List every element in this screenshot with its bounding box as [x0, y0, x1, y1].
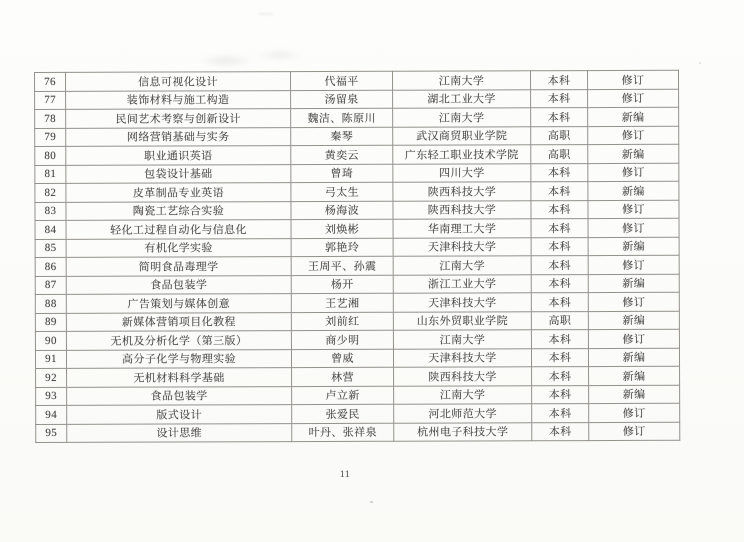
cell-level: 高职: [531, 145, 588, 164]
cell-book-title: 有机化学实验: [66, 238, 291, 257]
cell-university: 河北师范大学: [394, 404, 532, 423]
cell-edition: 新编: [588, 348, 679, 367]
cell-university: 山东外贸职业学院: [393, 311, 531, 330]
cell-row-number: 94: [36, 405, 67, 424]
cell-book-title: 包袋设计基础: [66, 164, 291, 183]
cell-university: 江南大学: [393, 108, 531, 127]
cell-row-number: 91: [35, 350, 66, 369]
cell-university: 陕西科技大学: [393, 200, 531, 219]
cell-level: 本科: [531, 219, 588, 238]
table-row: [36, 403, 680, 424]
cell-row-number: 92: [36, 368, 67, 387]
scan-speck: [370, 501, 373, 503]
cell-level: 高职: [531, 311, 588, 330]
cell-author: 卢立新: [292, 386, 394, 405]
cell-book-title: 陶瓷工艺综合实验: [66, 201, 291, 220]
table-row: [35, 255, 679, 276]
cell-university: 华南理工大学: [393, 219, 531, 238]
cell-university: 广东轻工职业技术学院: [393, 145, 531, 164]
cell-level: 本科: [530, 71, 587, 90]
cell-level: 本科: [532, 404, 589, 423]
cell-level: 本科: [531, 108, 588, 127]
cell-level: 本科: [531, 200, 588, 219]
cell-edition: 修订: [588, 218, 679, 237]
cell-book-title: 高分子化学与物理实验: [66, 349, 291, 368]
cell-row-number: 80: [35, 146, 66, 165]
cell-author: 王周平、孙震: [291, 256, 393, 275]
cell-edition: 新编: [588, 181, 679, 200]
cell-row-number: 95: [36, 424, 67, 443]
cell-edition: 修订: [588, 255, 679, 274]
cell-university: 武汉商贸职业学院: [393, 126, 531, 145]
cell-book-title: 无机及分析化学（第三版）: [66, 331, 291, 350]
cell-book-title: 食品包装学: [66, 275, 291, 294]
cell-edition: 修订: [589, 422, 680, 441]
table-row: [35, 70, 679, 91]
cell-author: 曾琦: [291, 164, 393, 183]
cell-row-number: 87: [35, 276, 66, 295]
cell-row-number: 89: [35, 313, 66, 332]
cell-edition: 修订: [587, 70, 678, 89]
cell-level: 本科: [531, 89, 588, 108]
cell-row-number: 86: [35, 257, 66, 276]
table-row: [35, 329, 679, 350]
page-number: 11: [339, 470, 351, 480]
cell-author: 刘焕彬: [291, 219, 393, 238]
cell-level: 本科: [531, 237, 588, 256]
cell-row-number: 76: [35, 72, 66, 91]
cell-book-title: 信息可视化设计: [66, 72, 291, 91]
cell-book-title: 简明食品毒理学: [66, 257, 291, 276]
textbook-table-container: [34, 70, 680, 443]
cell-row-number: 84: [35, 220, 66, 239]
cell-level: 本科: [532, 385, 589, 404]
cell-book-title: 无机材料科学基础: [67, 368, 292, 387]
table-row: [35, 181, 679, 202]
cell-author: 汤留泉: [291, 90, 393, 109]
cell-edition: 新编: [588, 144, 679, 163]
scan-speck: [259, 13, 273, 15]
cell-author: 魏洁、陈原川: [291, 108, 393, 127]
cell-author: 郭艳玲: [291, 238, 393, 257]
cell-edition: 修订: [588, 200, 679, 219]
table-row: [35, 218, 679, 239]
cell-university: 陕西科技大学: [394, 367, 532, 386]
cell-edition: 新编: [589, 385, 680, 404]
table-row: [35, 144, 679, 165]
table-row: [35, 311, 679, 332]
cell-edition: 修订: [588, 292, 679, 311]
cell-university: 江南大学: [394, 385, 532, 404]
cell-university: 浙江工业大学: [393, 274, 531, 293]
cell-edition: 新编: [588, 107, 679, 126]
cell-row-number: 88: [35, 294, 66, 313]
cell-level: 本科: [531, 274, 588, 293]
cell-author: 张爱民: [292, 404, 394, 423]
table-row: [35, 200, 679, 221]
cell-book-title: 广告策划与媒体创意: [66, 294, 291, 313]
cell-row-number: 85: [35, 239, 66, 258]
table-row: [35, 237, 679, 258]
scan-speck: [699, 62, 701, 64]
cell-book-title: 职业通识英语: [66, 146, 291, 165]
textbook-table: [34, 70, 680, 443]
cell-edition: 修订: [588, 329, 679, 348]
cell-book-title: 民间艺术考察与创新设计: [66, 109, 291, 128]
cell-book-title: 网络营销基础与实务: [66, 127, 291, 146]
cell-book-title: 皮革制品专业英语: [66, 183, 291, 202]
cell-row-number: 78: [35, 109, 66, 128]
cell-author: 弓太生: [291, 182, 393, 201]
cell-level: 本科: [531, 163, 588, 182]
cell-edition: 新编: [588, 274, 679, 293]
cell-edition: 修订: [588, 126, 679, 145]
cell-university: 天津科技大学: [393, 293, 531, 312]
cell-level: 本科: [531, 182, 588, 201]
cell-book-title: 版式设计: [67, 405, 292, 424]
table-row: [36, 422, 680, 443]
cell-row-number: 93: [36, 387, 67, 406]
cell-author: 杨海波: [291, 201, 393, 220]
cell-university: 天津科技大学: [393, 237, 531, 256]
table-row: [35, 163, 679, 184]
table-row: [35, 292, 679, 313]
cell-level: 本科: [531, 330, 588, 349]
cell-row-number: 82: [35, 183, 66, 202]
cell-university: 江南大学: [393, 330, 531, 349]
cell-level: 本科: [531, 293, 588, 312]
table-row: [35, 89, 679, 110]
table-row: [35, 274, 679, 295]
cell-university: 天津科技大学: [393, 348, 531, 367]
cell-university: 陕西科技大学: [393, 182, 531, 201]
cell-author: 叶丹、张祥泉: [292, 423, 394, 442]
cell-university: 江南大学: [393, 256, 531, 275]
cell-author: 黄奕云: [291, 145, 393, 164]
cell-edition: 新编: [589, 366, 680, 385]
cell-row-number: 90: [35, 331, 66, 350]
table-row: [36, 366, 680, 387]
cell-university: 湖北工业大学: [393, 89, 531, 108]
cell-author: 刘前红: [291, 312, 393, 331]
cell-edition: 修订: [588, 163, 679, 182]
cell-university: 江南大学: [392, 71, 530, 90]
cell-author: 代福平: [291, 71, 393, 90]
cell-author: 王艺湘: [291, 293, 393, 312]
table-row: [35, 348, 679, 369]
cell-edition: 新编: [588, 237, 679, 256]
cell-row-number: 77: [35, 91, 66, 110]
cell-book-title: 轻化工过程自动化与信息化: [66, 220, 291, 239]
cell-author: 秦琴: [291, 127, 393, 146]
cell-author: 商少明: [291, 330, 393, 349]
cell-edition: 修订: [589, 403, 680, 422]
cell-level: 本科: [532, 422, 589, 441]
table-row: [35, 107, 679, 128]
cell-author: 曾威: [291, 349, 393, 368]
cell-row-number: 79: [35, 128, 66, 147]
cell-book-title: 新媒体营销项目化教程: [66, 312, 291, 331]
cell-edition: 修订: [588, 89, 679, 108]
cell-level: 本科: [531, 256, 588, 275]
cell-university: 杭州电子科技大学: [394, 422, 532, 441]
table-row: [35, 126, 679, 147]
textbook-table-body: [35, 70, 680, 442]
table-row: [36, 385, 680, 406]
cell-row-number: 83: [35, 202, 66, 221]
cell-author: 林营: [292, 367, 394, 386]
cell-author: 杨开: [291, 275, 393, 294]
cell-level: 高职: [531, 126, 588, 145]
cell-book-title: 设计思维: [67, 423, 292, 442]
cell-book-title: 食品包装学: [67, 386, 292, 405]
cell-university: 四川大学: [393, 163, 531, 182]
cell-edition: 新编: [588, 311, 679, 330]
cell-level: 本科: [532, 367, 589, 386]
cell-row-number: 81: [35, 165, 66, 184]
ink-bleed-smudge: [190, 44, 310, 72]
cell-level: 本科: [531, 348, 588, 367]
cell-book-title: 装饰材料与施工构造: [66, 90, 291, 109]
